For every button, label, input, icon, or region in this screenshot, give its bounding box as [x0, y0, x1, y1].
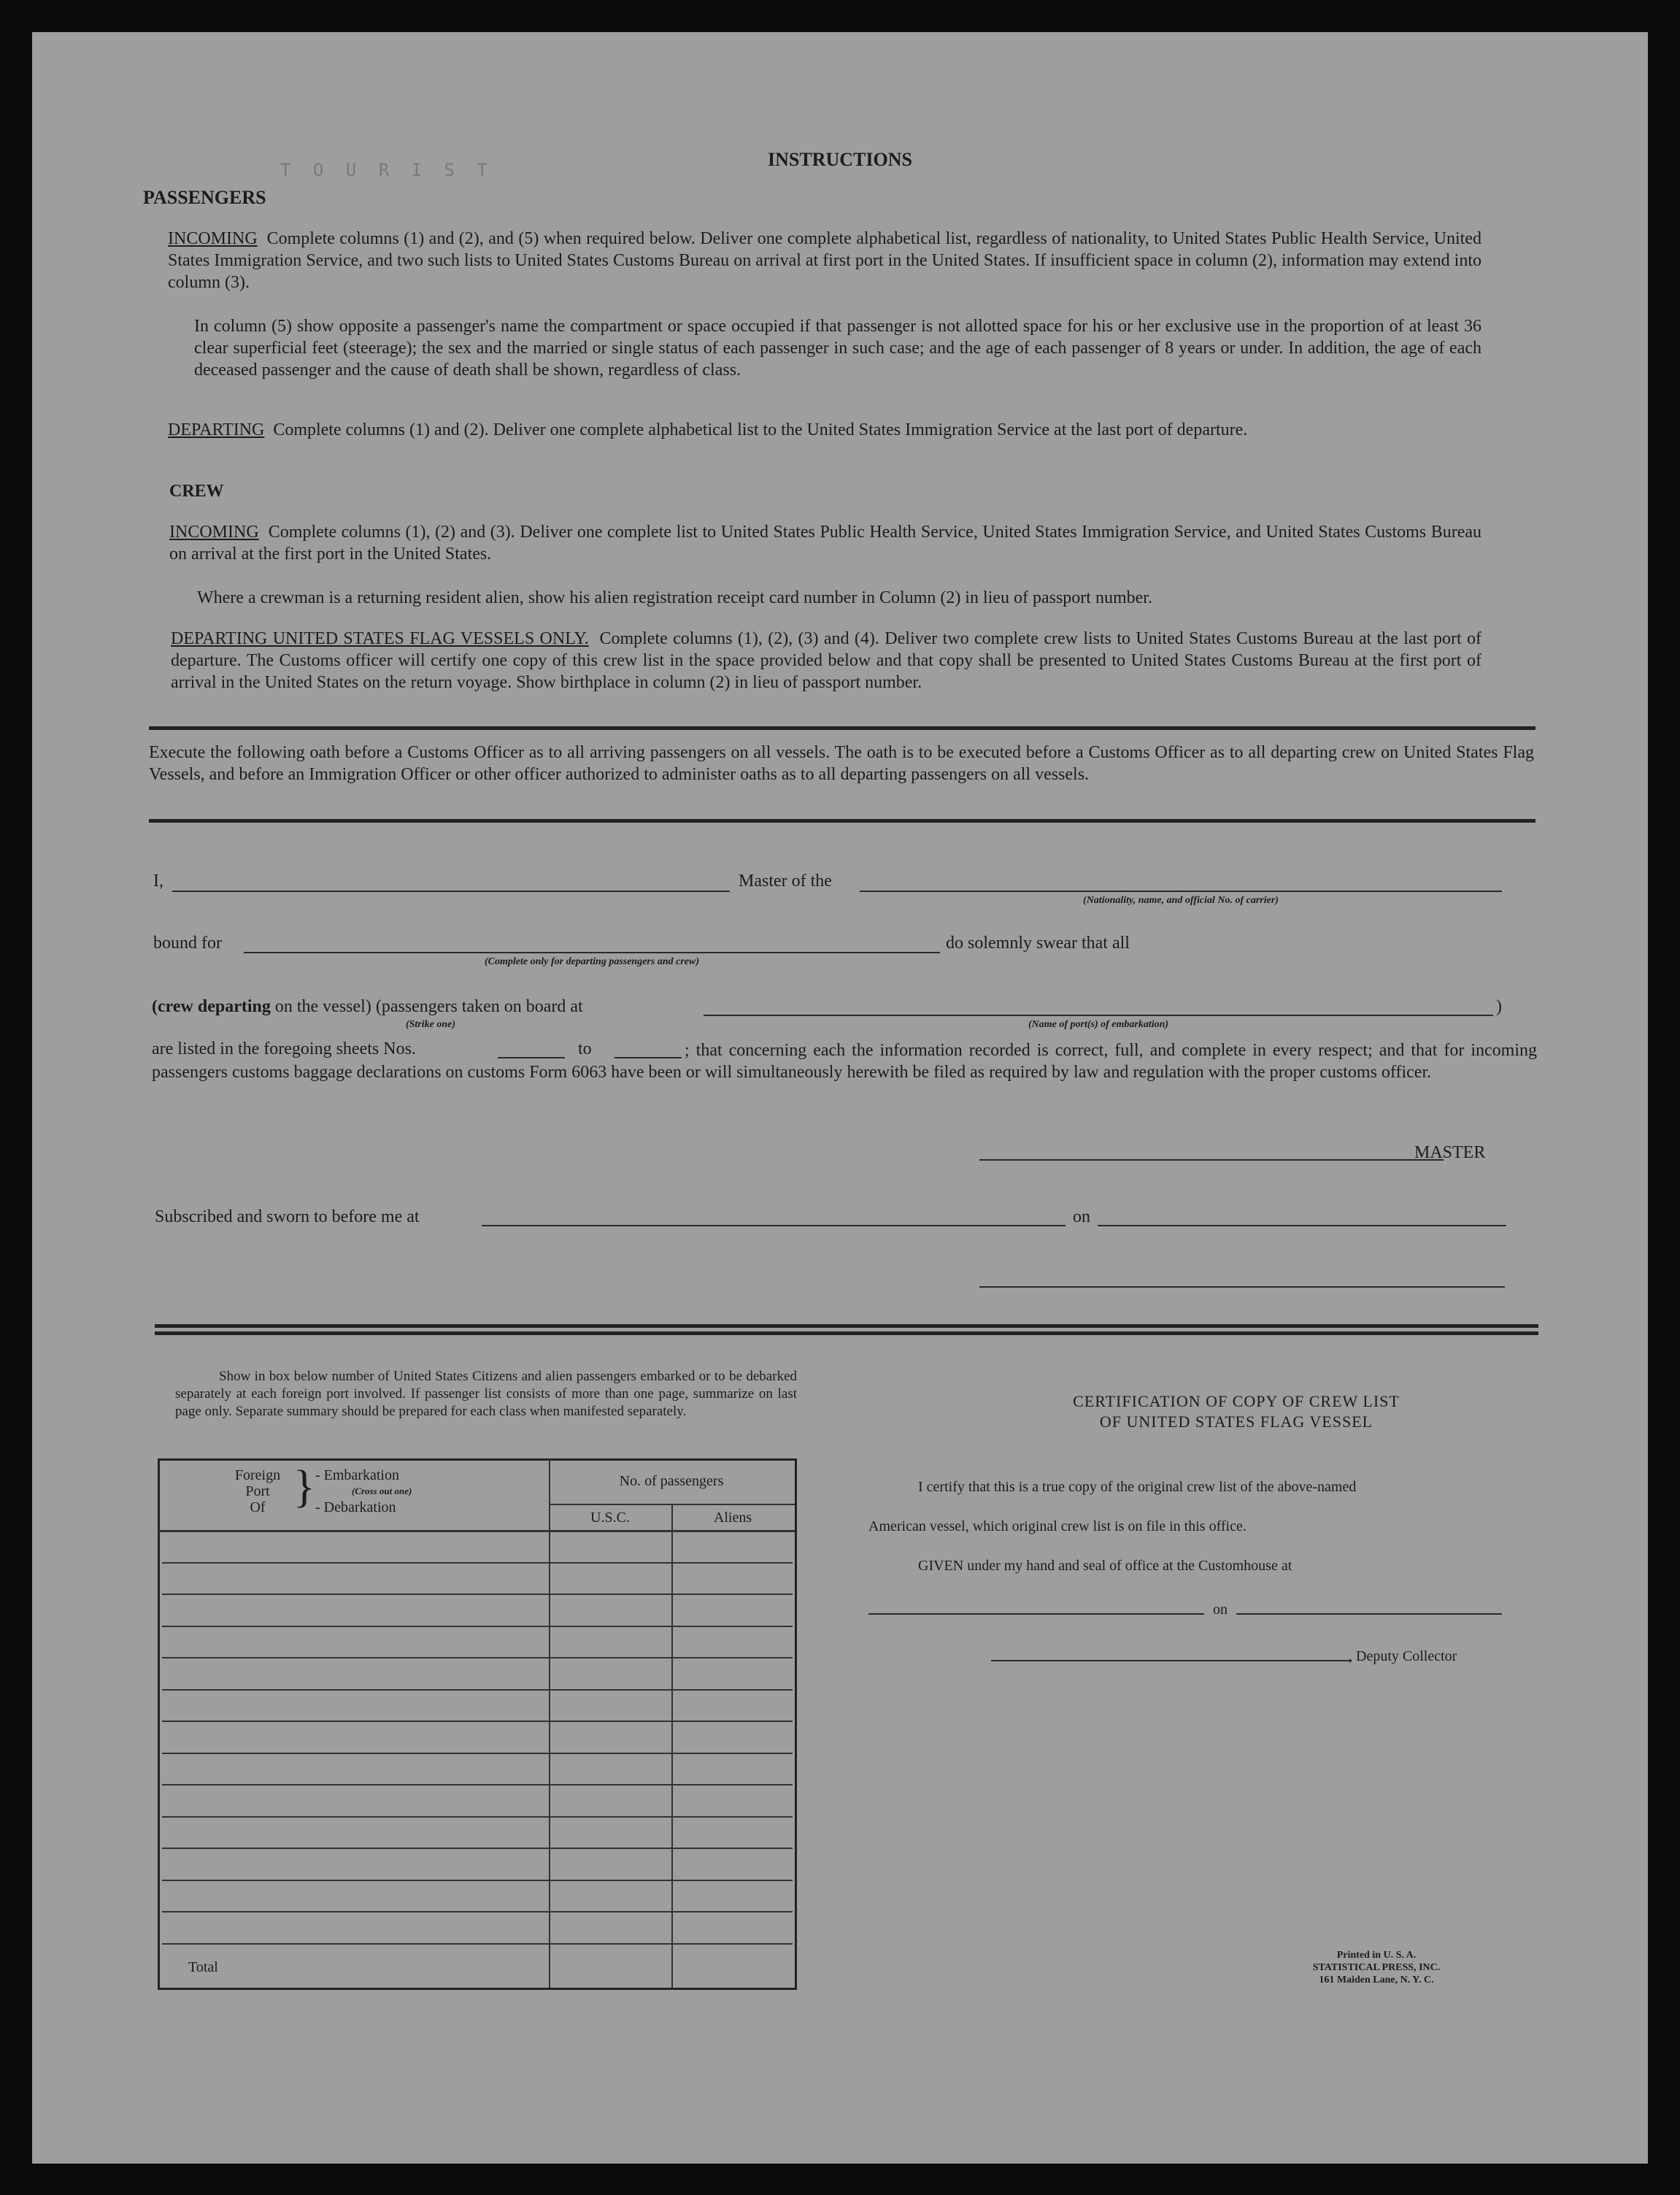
printer-imprint: [1282, 1949, 1471, 1986]
strike-one-options[interactable]: [152, 997, 583, 1017]
table-header-divider: [158, 1530, 795, 1532]
crew-departing-section: [171, 628, 1481, 693]
table-row[interactable]: [162, 1657, 793, 1658]
bound-for-field[interactable]: [244, 952, 940, 953]
crew-incoming-label: INCOMING: [169, 523, 259, 542]
cert-date-field[interactable]: [1236, 1613, 1502, 1615]
table-column-divider: [549, 1458, 550, 1988]
oath-i-label: I,: [153, 872, 163, 891]
printer-line2: STATISTICAL PRESS, INC.: [1312, 1962, 1441, 1973]
table-row[interactable]: [162, 1689, 793, 1691]
sworn-date-field[interactable]: [1098, 1225, 1506, 1226]
table-row[interactable]: [162, 1562, 793, 1564]
header-port: Port: [245, 1483, 270, 1499]
usc-header: U.S.C.: [590, 1510, 630, 1526]
officer-signature-field[interactable]: [979, 1286, 1505, 1288]
section-divider: [155, 1331, 1538, 1335]
passengers-taken-option: (passengers taken on board at: [375, 997, 583, 1016]
crew-heading: CREW: [169, 482, 224, 501]
table-row[interactable]: [162, 1594, 793, 1595]
crew-departing-label: DEPARTING UNITED STATES FLAG VESSELS ONLY.: [171, 629, 589, 648]
printer-line3: 161 Maiden Lane, N. Y. C.: [1319, 1975, 1434, 1986]
oath-statement: ; that concerning each the information recorded is correct, full, and complete in every respect; and that for incoming passengers customs baggage declarations on customs Form 6063 have been or will simultaneously herewith be filed as required by law and regulation with the proper customs officer.: [152, 1041, 1537, 1082]
column5-instruction: In column (5) show opposite a passenger's name the compartment or space occupied if that passenger is not allotted space for his or her exclusive use in the proportion of at least 36 clear superficial feet (steerage); the sex and the married or single status of each passenger in such case; and the age of each passenger of 8 years or under. In addition, the age of each deceased passenger and the cause of death shall be shown, regardless of class.: [194, 317, 1481, 380]
page-title: INSTRUCTIONS: [768, 149, 912, 170]
passengers-incoming-label: INCOMING: [168, 229, 258, 248]
crew-departing-text: Complete columns (1), (2), (3) and (4). Deliver two complete crew lists to United States Customs Bureau at the last port of departure. The Customs officer will certify one copy of this crew list in the space provided below and that copy shall be presented to United States Customs Bureau at the first port of arrival in the United States on the return voyage. Show birthplace in column (2) in lieu of passport number.: [171, 629, 1481, 692]
embarkation-ports-field[interactable]: [704, 1015, 1493, 1016]
given-text: GIVEN under my hand and seal of office at the Customhouse at: [918, 1558, 1292, 1574]
table-row[interactable]: [162, 1784, 793, 1785]
cert-on-label: on: [1213, 1602, 1228, 1618]
section-divider: [149, 726, 1535, 730]
embarkation-option: - Embarkation: [315, 1467, 399, 1483]
form-sheet: [32, 32, 1648, 2164]
swear-text: do solemnly swear that all: [946, 934, 1130, 953]
passengers-departing-text: Complete columns (1) and (2). Deliver one complete alphabetical list to the United States Immigration Service at the last port of departure.: [273, 420, 1248, 439]
embark-debark-options[interactable]: [315, 1467, 412, 1515]
sworn-location-field[interactable]: [482, 1225, 1066, 1226]
header-of: Of: [250, 1499, 266, 1515]
crew-incoming-text: Complete columns (1), (2) and (3). Deliver one complete list to United States Public Health Service, United States Immigration Service, and United States Customs Bureau on arrival at the first port in the United States.: [169, 523, 1482, 564]
table-row[interactable]: [162, 1753, 793, 1754]
crew-incoming-section: [169, 521, 1481, 565]
passenger-summary-table: [158, 1458, 797, 1990]
foreign-port-of-header: [225, 1467, 290, 1515]
certification-title-line2: OF UNITED STATES FLAG VESSEL: [1099, 1412, 1373, 1431]
aliens-header: Aliens: [713, 1510, 752, 1526]
sheets-label: are listed in the foregoing sheets Nos.: [152, 1039, 416, 1058]
carrier-field[interactable]: [860, 891, 1502, 892]
passengers-incoming-section: [168, 228, 1481, 293]
strike-one-caption: (Strike one): [405, 1019, 456, 1030]
table-row[interactable]: [162, 1911, 793, 1913]
passengers-incoming-text: Complete columns (1) and (2), and (5) when required below. Deliver one complete alphabetical list, regardless of nationality, to United States Public Health Service, United States Immigration Service, and two such lists to United States Customs Bureau on arrival at first port in the United States. If insufficient space in column (2), information may extend into column (3).: [168, 229, 1482, 292]
table-column-divider: [671, 1504, 673, 1988]
passengers-departing-label: DEPARTING: [168, 420, 265, 439]
sworn-on-label: on: [1073, 1207, 1090, 1226]
section-divider: [149, 819, 1535, 823]
deputy-collector-label: , Deputy Collector: [1349, 1648, 1457, 1664]
master-of-the-label: Master of the: [739, 872, 832, 891]
sheets-to-label: to: [578, 1039, 592, 1058]
total-label: Total: [188, 1959, 218, 1975]
passengers-departing-section: [168, 419, 1481, 441]
close-paren: ): [1496, 997, 1502, 1016]
debarkation-option: - Debarkation: [315, 1499, 396, 1515]
certification-title-line1: CERTIFICATION OF COPY OF CREW LIST: [1073, 1392, 1400, 1410]
customhouse-field[interactable]: [868, 1613, 1204, 1615]
on-the-vessel-text: on the vessel): [274, 997, 371, 1016]
crew-alien-note: Where a crewman is a returning resident alien, show his alien registration receipt card number in Column (2) in lieu of passport number.: [197, 588, 1152, 607]
certification-title: [944, 1391, 1528, 1432]
printer-line1: Printed in U. S. A.: [1336, 1950, 1417, 1961]
summary-instruction: Show in box below number of United States Citizens and alien passengers embarked or to be debarked separately at each foreign port involved. If passenger list consists of more than one page, summarize on last page only. Separate summary should be prepared for each class when manifested separately.: [175, 1369, 797, 1419]
table-row[interactable]: [162, 1721, 793, 1722]
passengers-heading: PASSENGERS: [143, 187, 266, 208]
bound-for-label: bound for: [153, 934, 222, 953]
certify-line2: American vessel, which original crew list is on file in this office.: [868, 1518, 1246, 1534]
table-row[interactable]: [162, 1943, 793, 1945]
certify-line1: I certify that this is a true copy of the original crew list of the above-named: [918, 1479, 1357, 1495]
brace-glyph: }: [293, 1462, 315, 1512]
bound-for-caption: (Complete only for departing passengers and crew): [485, 956, 699, 967]
carrier-caption: (Nationality, name, and official No. of carrier): [1083, 895, 1279, 906]
crew-departing-option: (crew departing: [152, 997, 271, 1016]
header-foreign: Foreign: [234, 1467, 281, 1483]
section-divider: [155, 1324, 1538, 1328]
table-row[interactable]: [162, 1626, 793, 1627]
table-header-divider: [549, 1504, 795, 1505]
no-of-passengers-header: No. of passengers: [619, 1473, 724, 1489]
master-label: MASTER: [1414, 1143, 1486, 1162]
table-row[interactable]: [162, 1880, 793, 1881]
master-name-field[interactable]: [172, 891, 730, 892]
ports-caption: (Name of port(s) of embarkation): [1028, 1019, 1169, 1030]
deputy-signature-field[interactable]: [991, 1660, 1352, 1661]
master-signature-field[interactable]: [979, 1159, 1444, 1161]
oath-instruction: Execute the following oath before a Customs Officer as to all arriving passengers on all vessels. The oath is to be executed before a Customs Officer as to all departing crew on United States Flag Vessels, and before an Immigration Officer or other officer authorized to administer oaths as to all departing passengers on all vessels.: [149, 743, 1534, 784]
table-row[interactable]: [162, 1848, 793, 1849]
subscribed-label: Subscribed and sworn to before me at: [155, 1207, 420, 1226]
cross-out-caption: (Cross out one): [352, 1485, 412, 1496]
bleed-through-mark: T O U R I S T: [280, 160, 493, 180]
table-row[interactable]: [162, 1816, 793, 1818]
